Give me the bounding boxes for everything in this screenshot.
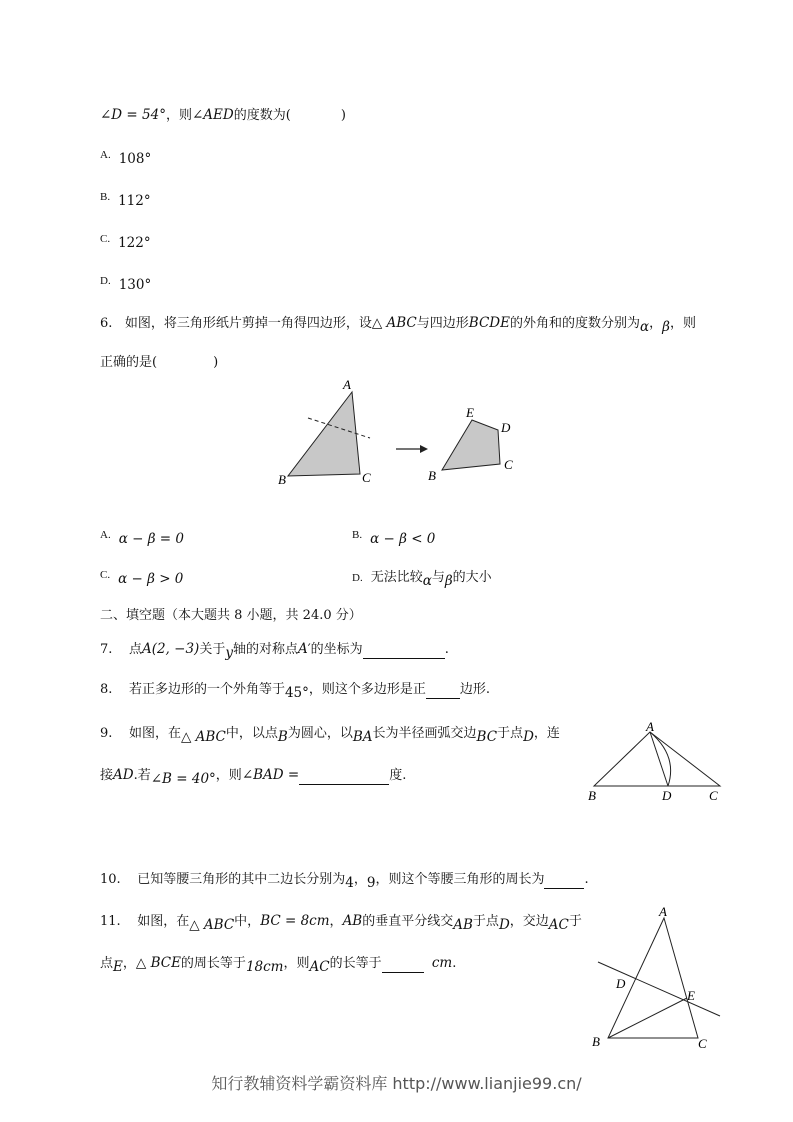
- q5-angle-aed: ∠AED: [191, 107, 234, 123]
- q10-stem: 10. 已知等腰三角形的其中二边长分别为4，9，则这个等腰三角形的周长为 .: [100, 872, 589, 891]
- q6-option-a: $^{A.}$ α − β = 0: [100, 529, 185, 547]
- q6-label-a: A: [343, 377, 351, 392]
- q11-figure: [590, 902, 730, 1054]
- q11-label-e: E: [687, 988, 695, 1003]
- q5-option-b: $^{B.}$ 112°: [100, 191, 151, 209]
- q9-answer-blank[interactable]: [299, 770, 389, 785]
- footer-watermark: 知行教辅资料学霸资料库 http://www.lianjie99.cn/: [211, 1074, 582, 1093]
- q11-label-b: B: [592, 1034, 600, 1049]
- q5-option-c: $^{C.}$ 122°: [100, 233, 151, 251]
- q6-option-c: $^{C.}$ α − β > 0: [100, 569, 184, 587]
- q10-answer-blank[interactable]: [544, 874, 584, 889]
- q6-option-d: D. 无法比较α与β的大小: [352, 570, 492, 589]
- q9-label-b: B: [588, 788, 596, 803]
- q9-segment-ad: [650, 732, 668, 786]
- q11-answer-blank[interactable]: [382, 958, 424, 973]
- q9-label-a: A: [646, 722, 654, 734]
- q6-label-d: D: [501, 420, 511, 435]
- q5-option-d: $^{D.}$ 130°: [100, 275, 152, 293]
- q6-label-c2: C: [504, 457, 513, 472]
- q6-figure: [270, 372, 530, 492]
- q6-option-b: $^{B.}$ α − β < 0: [352, 529, 436, 547]
- q5-stem: ∠D = 54°，则∠AED的度数为( ): [100, 107, 346, 123]
- q6-label-e: E: [466, 405, 474, 420]
- q7-stem: 7. 点A(2, −3)关于y轴的对称点A′的坐标为 .: [100, 641, 449, 661]
- q11-label-a: A: [659, 904, 667, 919]
- q5-angle-d: ∠D = 54°: [100, 107, 166, 123]
- q11-stem-line1: 11. 如图，在△ ABC中，BC = 8cm，AB的垂直平分线交AB于点D，交边AC于: [100, 913, 582, 933]
- q9-stem-line2: 接AD.若∠B = 40°，则∠BAD = 度.: [100, 767, 407, 787]
- q11-label-d: D: [616, 976, 626, 991]
- q7-answer-blank[interactable]: [363, 644, 445, 659]
- q9-triangle-abc: [594, 732, 720, 786]
- q11-label-c: C: [698, 1036, 707, 1051]
- q9-stem-line1: 9. 如图，在△ ABC中，以点B为圆心，以BA长为半径画弧交边BC于点D，连: [100, 726, 560, 745]
- q6-quad-bcde: [442, 420, 500, 470]
- q6-triangle-abc: [288, 392, 360, 476]
- q9-label-c: C: [709, 788, 718, 803]
- q8-answer-blank[interactable]: [426, 684, 460, 699]
- q6-label-b2: B: [428, 468, 436, 483]
- q11-segment-be: [608, 998, 687, 1038]
- q6-arrow-head: [420, 445, 428, 453]
- q5-option-a: $^{A.}$ 108°: [100, 149, 152, 167]
- q6-stem-line1: 6. 如图，将三角形纸片剪掉一角得四边形，设△ ABC与四边形BCDE的外角和的度数分别为α，β，则: [100, 315, 696, 335]
- q6-label-c: C: [362, 470, 371, 485]
- q9-figure: [582, 722, 732, 810]
- q9-label-d: D: [662, 788, 672, 803]
- q8-stem: 8. 若正多边形的一个外角等于45°，则这个多边形是正 边形.: [100, 682, 491, 701]
- q6-label-b: B: [278, 472, 286, 487]
- q11-stem-line2: 点E，△ BCE的周长等于18cm，则AC的长等于 cm.: [100, 955, 457, 975]
- section2-title: 二、填空题（本大题共 8 小题，共 24.0 分）: [100, 608, 362, 623]
- q6-stem-line2: 正确的是( ): [100, 355, 219, 370]
